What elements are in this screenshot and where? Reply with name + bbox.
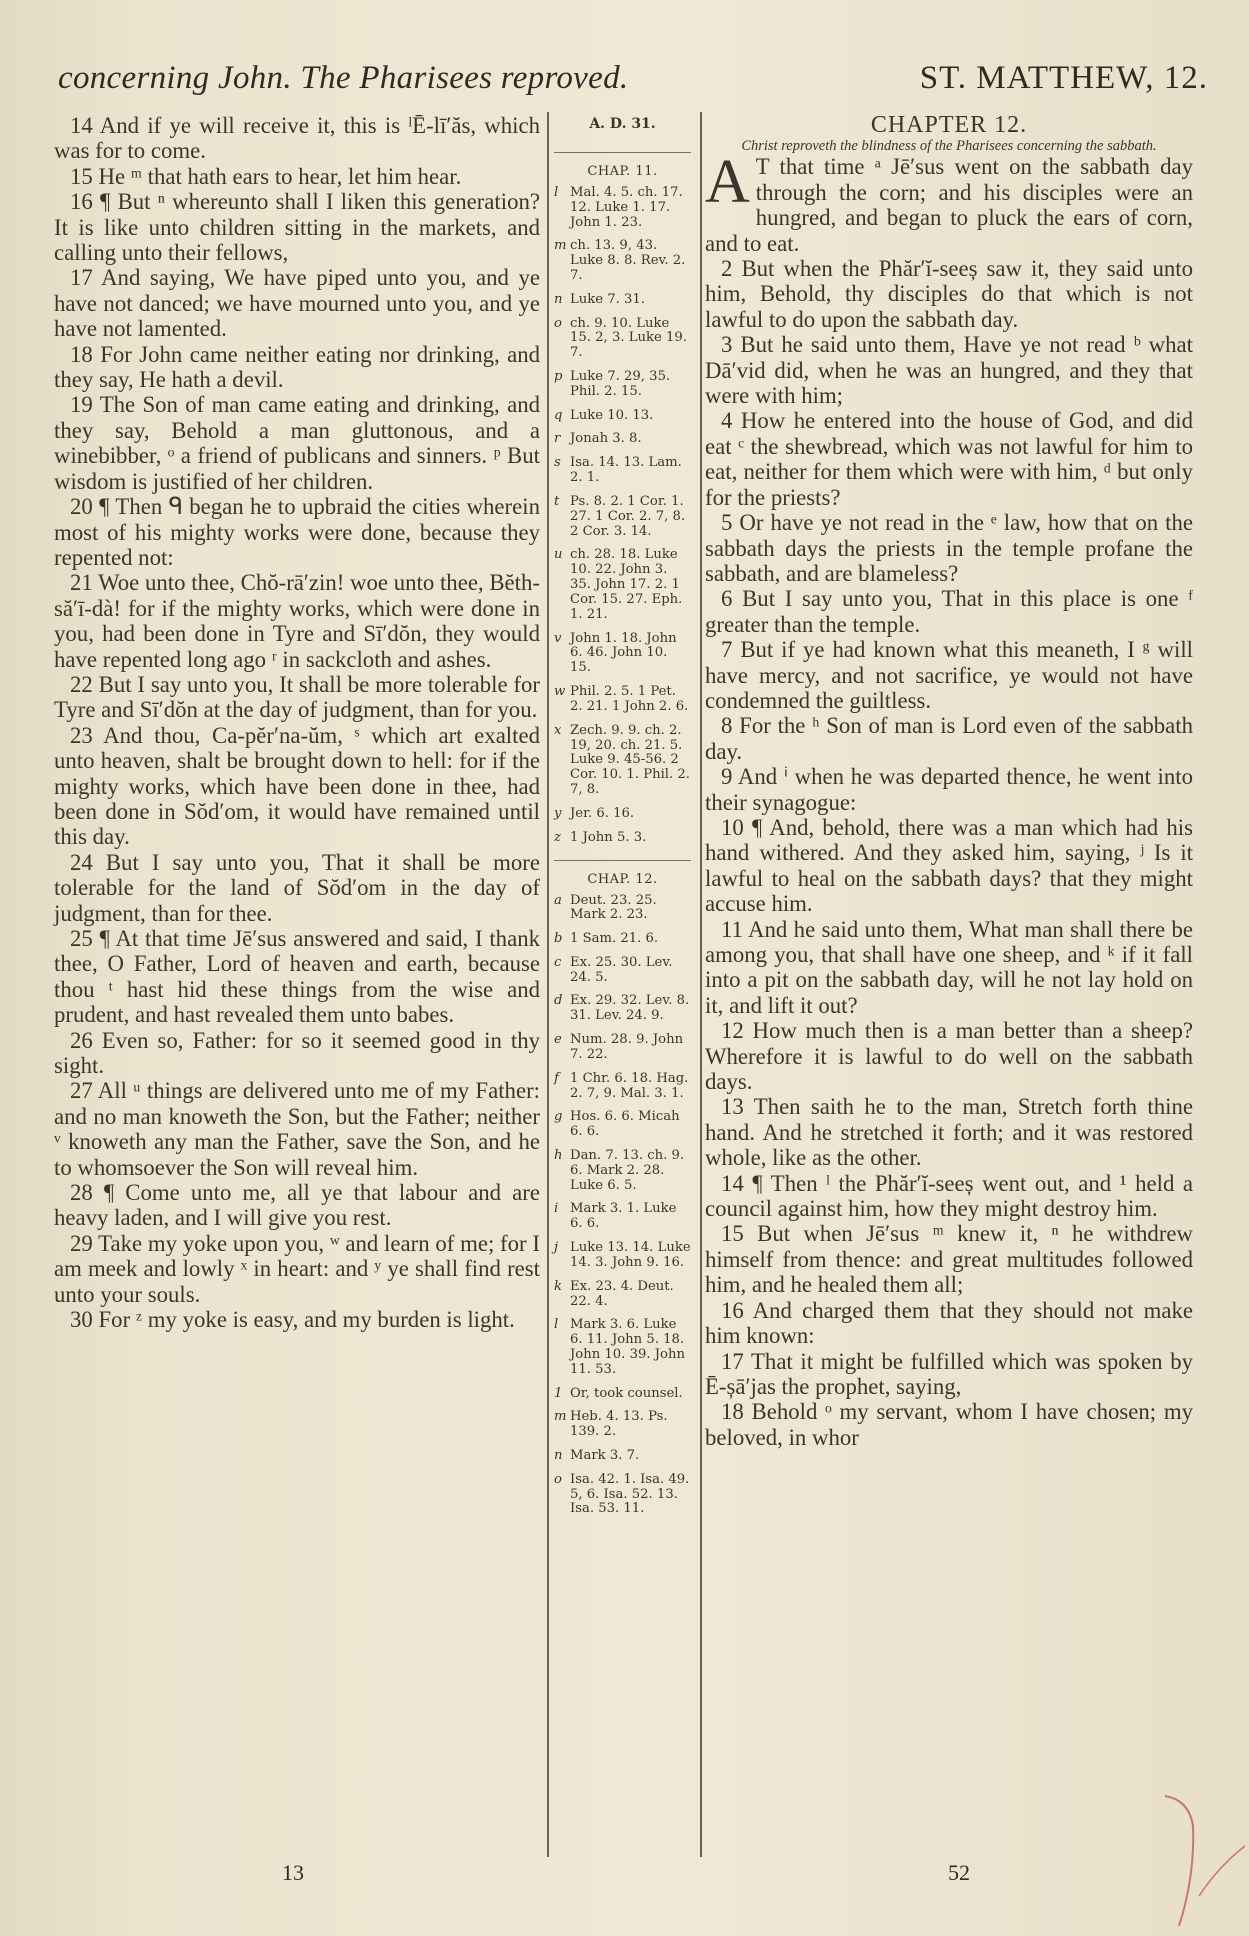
verse: 13 Then saith he to the man, Stretch forth thine hand. And he stretched it forth; and it was restored whole, like as the other. (705, 1094, 1193, 1171)
verse: 4 How he entered into the house of God, and did eat ᶜ the shewbread, which was not lawful for him to eat, neither for them which were with him, ᵈ but only for the priests? (705, 408, 1193, 510)
verse: 14 And if ye will receive it, this is ˡĒ-lī′ăs, which was for to come. (54, 113, 540, 164)
reference-letter: e (554, 1032, 562, 1048)
verse: 28 ¶ Come unto me, all ye that labour and are heavy laden, and I will give you rest. (54, 1180, 540, 1231)
reference-text: Ps. 8. 2. 1 Cor. 1. 27. 1 Cor. 2. 7, 8. 2 Cor. 3. 14. (570, 493, 686, 539)
reference-letter: o (554, 315, 562, 331)
verse: 17 And saying, We have piped unto you, and ye have not danced; we have mourned unto you, and ye have not lamented. (54, 265, 540, 342)
cross-reference (554, 1072, 691, 1102)
reference-text: Jer. 6. 16. (570, 805, 635, 821)
reference-text: 1 John 5. 3. (570, 829, 647, 845)
reference-letter: o (554, 1471, 562, 1487)
reference-text: Luke 10. 13. (570, 407, 654, 423)
margin-chapter-11-label: CHAP. 11. (587, 163, 658, 179)
cross-reference (554, 1280, 691, 1310)
verse: 22 But I say unto you, It shall be more tolerable for Tyre and Sī′dŏn at the day of judgment, than for you. (54, 671, 540, 723)
cross-reference (554, 932, 691, 947)
margin-chapter-12-label: CHAP. 12. (587, 871, 658, 887)
reference-letter: u (554, 547, 563, 563)
verse: 7 But if ye had known what this meaneth, I ᵍ will have mercy, and not sacrifice, ye would not have condemned the guiltless. (705, 637, 1193, 713)
verse: 9 And ⁱ when he was departed thence, he went into their synagogue: (705, 764, 1193, 815)
running-head-left: concerning John. The Pharisees reproved. (58, 60, 629, 96)
cross-reference (554, 956, 691, 986)
cross-reference (554, 239, 691, 284)
verse: 23 And thou, Ca-pĕr′na-ŭm, ˢ which art exalted unto heaven, shalt be brought down to hell: for if the mighty works, which have been done in thee, had been done in Sŏd′om, it would have remained until this day. (54, 722, 540, 850)
verse: 2 But when the Phăr′ĭ-seeș saw it, they said unto him, Behold, thy disciples do that which is not lawful to do upon the sabbath day. (705, 256, 1193, 332)
reference-letter: p (554, 369, 563, 385)
reference-letter: g (554, 1109, 563, 1125)
red-ink-mark (1159, 1786, 1249, 1936)
verse: 10 ¶ And, behold, there was a man which had his hand withered. And they asked him, saying, ʲ Is it lawful to heal on the sabbath days? that they might accuse him. (705, 814, 1193, 917)
reference-text: Ex. 23. 4. Deut. 22. 4. (570, 1278, 674, 1309)
cross-reference (554, 807, 691, 822)
cross-reference (554, 831, 691, 846)
cross-reference (554, 894, 691, 924)
reference-letter: n (554, 1447, 563, 1463)
reference-text: Ex. 25. 30. Lev. 24. 5. (570, 954, 673, 985)
reference-text: Mal. 4. 5. ch. 17. 12. Luke 1. 17. John 1. 23. (570, 184, 683, 230)
cross-reference (554, 1410, 691, 1440)
reference-text: Hos. 6. 6. Micah 6. 6. (570, 1109, 680, 1140)
folio-left: 13 (282, 1860, 304, 1885)
reference-letter: v (554, 630, 562, 646)
column-rule-left (547, 112, 549, 1857)
verse: 3 But he said unto them, Have ye not read ᵇ what Dā′vid did, when he was an hungred, and they that were with him; (705, 332, 1193, 409)
verse: 14 ¶ Then ˡ the Phăr′ĭ-seeș went out, and ¹ held a council against him, how they might destroy him. (705, 1170, 1193, 1222)
reference-letter: j (554, 1239, 559, 1255)
reference-letter: 1 (554, 1385, 563, 1401)
cross-reference (554, 724, 691, 799)
reference-letter: d (554, 993, 563, 1009)
reference-letter: m (554, 1409, 567, 1425)
reference-letter: y (554, 805, 562, 821)
reference-text: Phil. 2. 5. 1 Pet. 2. 21. 1 John 2. 6. (570, 684, 689, 714)
reference-text: Isa. 14. 13. Lam. 2. 1. (570, 455, 682, 485)
cross-reference (554, 1241, 691, 1271)
reference-text: Or, took counsel. (570, 1385, 683, 1401)
reference-letter: k (554, 1278, 562, 1294)
reference-text: Zech. 9. 9. ch. 2. 19, 20. ch. 21. 5. Luke 9. 45-56. 2 Cor. 10. 1. Phil. 2. 7, 8. (570, 722, 690, 798)
reference-letter: q (554, 407, 563, 423)
reference-letter: c (554, 954, 562, 970)
cross-reference (554, 409, 691, 424)
running-head-right: ST. MATTHEW, 12. (919, 60, 1208, 96)
reference-text: Luke 13. 14. Luke 14. 3. John 9. 16. (570, 1239, 691, 1270)
cross-reference (554, 1202, 691, 1232)
verse: 29 Take my yoke upon you, ʷ and learn of me; for I am meek and lowly ˣ in heart: and ʸ ye shall find rest unto your souls. (54, 1230, 540, 1307)
reference-letter: f (554, 1070, 559, 1086)
cross-reference (554, 432, 691, 447)
cross-reference (554, 1149, 691, 1194)
reference-text: ch. 9. 10. Luke 15. 2, 3. Luke 19. 7. (570, 315, 687, 361)
verse: 20 ¶ Then ᑫ began he to upbraid the cities wherein most of his mighty works were done, because they repented not: (54, 494, 540, 570)
verse: 16 ¶ But ⁿ whereunto shall I liken this generation? It is like unto children sitting in the markets, and calling unto their fellows, (54, 189, 540, 266)
verse: 6 But I say unto you, That in this place is one ᶠ greater than the temple. (705, 586, 1193, 637)
running-head (58, 60, 1208, 110)
verse: 21 Woe unto thee, Chŏ-rā′zin! woe unto thee, Bĕth-să′ī-dà! for if the mighty works, which were done in you, had been done in Tyre and Sī′dŏn, they would have repented long ago ʳ in sackcloth and ashes. (54, 570, 540, 672)
cross-reference (554, 1387, 691, 1402)
cross-reference (554, 685, 691, 715)
reference-text: Dan. 7. 13. ch. 9. 6. Mark 2. 28. Luke 6. 5. (570, 1147, 685, 1193)
verse: 30 For ᶻ my yoke is easy, and my burden is light. (70, 1307, 515, 1333)
reference-letter: w (554, 684, 566, 700)
verse: 11 And he said unto them, What man shall there be among you, that shall have one sheep, and ᵏ if it fall into a pit on the sabbath day, will he not lay hold on it, and lift it out? (705, 916, 1193, 1018)
reference-letter: m (554, 238, 567, 254)
margin-divider (554, 860, 691, 861)
cross-reference (554, 1449, 691, 1464)
margin-divider (554, 152, 691, 153)
cross-reference (554, 632, 691, 677)
reference-text: Ex. 29. 32. Lev. 8. 31. Lev. 24. 9. (570, 993, 690, 1024)
verse: 18 Behold ᵒ my servant, whom I have chosen; my beloved, in whor (705, 1399, 1193, 1450)
reference-text: ch. 28. 18. Luke 10. 22. John 3. 35. John 17. 2. 1 Cor. 15. 27. Eph. 1. 21. (570, 547, 683, 622)
cross-reference-margin (554, 117, 691, 1526)
reference-letter: s (554, 455, 561, 471)
verse: 16 And charged them that they should not make him known: (705, 1297, 1193, 1349)
reference-letter: t (554, 493, 560, 509)
reference-letter: l (554, 184, 559, 200)
reference-letter: h (554, 1147, 563, 1163)
verse: 5 Or have ye not read in the ᵉ law, how that on the sabbath days the priests in the temple profane the sabbath, and are blameless? (705, 510, 1193, 586)
reference-text: Num. 28. 9. John 7. 22. (570, 1032, 684, 1062)
right-verses (705, 256, 1193, 1450)
left-text-column (54, 113, 540, 1333)
cross-reference (554, 317, 691, 362)
verse: 26 Even so, Father: for so it seemed good in thy sight. (54, 1027, 540, 1079)
verse-1-text: T that time ᵃ Jē′sus went on the sabbath day through the corn; and his disciples were an hungred, and began to pluck the ears of corn, and to eat. (705, 154, 1193, 256)
cross-reference (554, 1473, 691, 1518)
reference-letter: a (554, 892, 562, 908)
drop-cap: A (705, 148, 750, 217)
reference-text: Luke 7. 31. (570, 291, 645, 307)
chapter-11-references (554, 186, 691, 846)
verse: 19 The Son of man came eating and drinking, and they say, Behold a man gluttonous, and a winebibber, ᵒ a friend of publicans and sinners. ᵖ But wisdom is justified of her children. (54, 392, 540, 494)
reference-text: Mark 3. 6. Luke 6. 11. John 5. 18. John 10. 39. John 11. 53. (570, 1317, 685, 1377)
reference-text: Luke 7. 29, 35. Phil. 2. 15. (570, 369, 671, 399)
verse: 25 ¶ At that time Jē′sus answered and said, I thank thee, O Father, Lord of heaven and earth, because thou ᵗ hast hid these things from the wise and prudent, and hast revealed them unto babes. (54, 926, 540, 1028)
reference-letter: b (554, 931, 563, 947)
reference-text: John 1. 18. John 6. 46. John 10. 15. (570, 630, 677, 676)
cross-reference (554, 1033, 691, 1063)
right-text-column (705, 113, 1193, 1450)
reference-text: Mark 3. 7. (570, 1447, 640, 1463)
verse: 27 All ᵘ things are delivered unto me of my Father: and no man knoweth the Son, but the Father; neither ᵛ knoweth any man the Father, save the Son, and he to whomsoever the Son will reveal him. (54, 1078, 540, 1180)
folio-right: 52 (948, 1860, 970, 1885)
cross-reference (554, 456, 691, 486)
cross-reference (554, 994, 691, 1024)
cross-reference (554, 495, 691, 540)
verse: 17 That it might be fulfilled which was spoken by Ē-șā′jas the prophet, saying, (705, 1348, 1193, 1399)
verse: 15 He ᵐ that hath ears to hear, let him hear. (70, 163, 462, 189)
reference-text: Mark 3. 1. Luke 6. 6. (570, 1201, 677, 1232)
reference-text: ch. 13. 9, 43. Luke 8. 8. Rev. 2. 7. (570, 238, 686, 284)
reference-letter: i (554, 1201, 559, 1217)
verse: 15 But when Jē′sus ᵐ knew it, ⁿ he withdrew himself from thence: and great multitudes followed him, and he healed them all; (705, 1221, 1193, 1298)
chapter-summary: Christ reproveth the blindness of the Pharisees concerning the sabbath. (741, 138, 1157, 155)
verse: 8 For the ʰ Son of man is Lord even of the sabbath day. (705, 713, 1193, 764)
cross-reference (554, 1110, 691, 1140)
reference-text: Isa. 42. 1. Isa. 49. 5, 6. Isa. 52. 13. Isa. 53. 11. (570, 1471, 690, 1517)
reference-text: Jonah 3. 8. (570, 431, 642, 447)
cross-reference (554, 293, 691, 308)
column-rule-right (700, 112, 702, 1857)
reference-letter: n (554, 291, 563, 307)
cross-reference (554, 186, 691, 231)
reference-text: 1 Chr. 6. 18. Hag. 2. 7, 9. Mal. 3. 1. (570, 1070, 689, 1101)
reference-letter: r (554, 431, 561, 447)
verse: 18 For John came neither eating nor drinking, and they say, He hath a devil. (54, 341, 540, 393)
reference-letter: x (554, 722, 562, 738)
verse: 24 But I say unto you, That it shall be more tolerable for the land of Sŏd′om in the day of judgment, than for thee. (54, 849, 540, 926)
chapter-heading: CHAPTER 12. (870, 112, 1028, 138)
reference-text: Heb. 4. 13. Ps. 139. 2. (570, 1409, 668, 1440)
chapter-12-references (554, 894, 691, 1518)
cross-reference (554, 370, 691, 400)
reference-letter: l (554, 1317, 559, 1333)
margin-year: A. D. 31. (589, 116, 656, 132)
reference-text: Deut. 23. 25. Mark 2. 23. (570, 892, 657, 923)
reference-letter: z (554, 829, 561, 845)
verse-1 (705, 148, 1193, 256)
cross-reference (554, 548, 691, 623)
verse: 12 How much then is a man better than a sheep? Wherefore it is lawful to do well on the sabbath days. (705, 1018, 1193, 1095)
reference-text: 1 Sam. 21. 6. (570, 931, 659, 947)
cross-reference (554, 1318, 691, 1378)
